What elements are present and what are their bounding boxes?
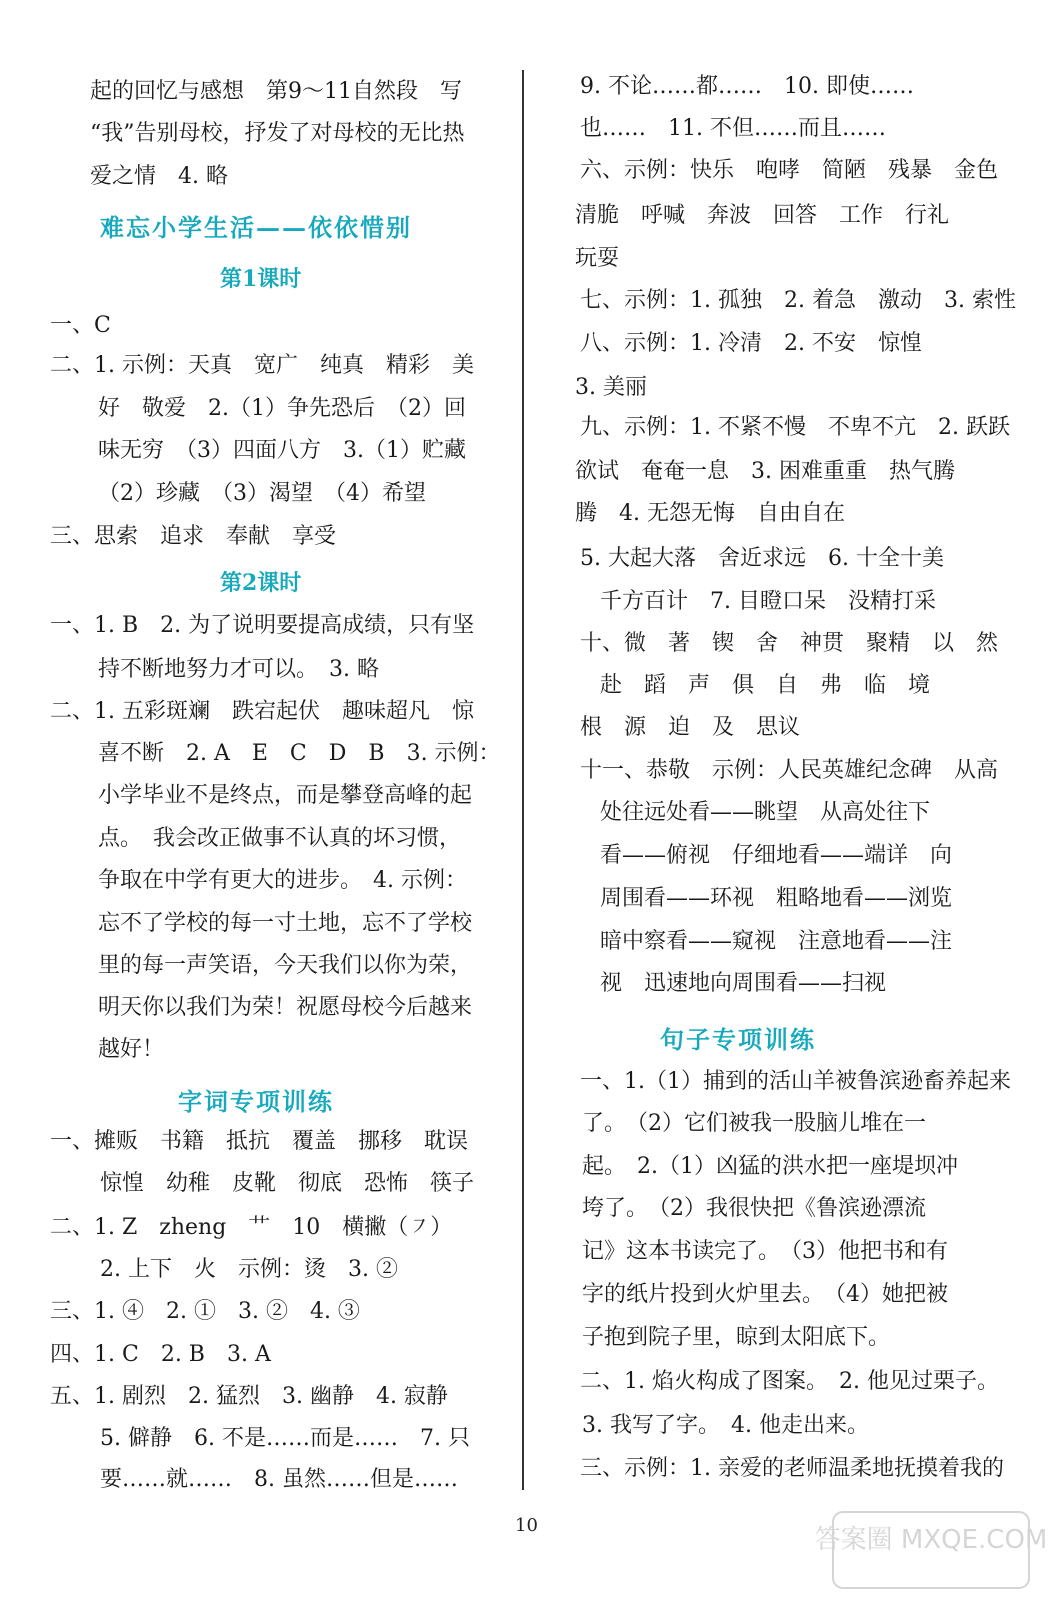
answer-line: 忘不了学校的每一寸土地，忘不了学校 [98, 911, 473, 936]
answer-line: 好 敬爱 2.（1）争先恐后 （2）回 [98, 396, 466, 421]
section-heading: 句子专项训练 [660, 1025, 816, 1054]
answer-line: 5. 僻静 6. 不是……而是…… 7. 只 [100, 1426, 470, 1451]
answer-line: 起的回忆与感想 第9～11自然段 写 [90, 79, 462, 104]
section-heading: 难忘小学生活——依依惜别 [100, 213, 412, 242]
answer-line: 要……就…… 8. 虽然……但是…… [100, 1467, 458, 1492]
answer-line: 一、1.（1）捕到的活山羊被鲁滨逊畜养起来 [580, 1069, 1011, 1094]
answer-line: 点。 我会改正做事不认真的坏习惯， [98, 826, 462, 851]
answer-line: 子抱到院子里，晾到太阳底下。 [582, 1325, 891, 1350]
answer-line: 味无穷 （3）四面八方 3.（1）贮藏 [98, 438, 466, 463]
lesson-heading: 第1课时 [220, 266, 302, 292]
answer-line: 持不断地努力才可以。 3. 略 [98, 657, 379, 682]
answer-line: 三、思索 追求 奉献 享受 [50, 524, 337, 549]
answer-line: 六、示例：快乐 咆哮 简陋 残暴 金色 [580, 158, 999, 183]
answer-line: 八、示例：1. 冷清 2. 不安 惊惶 [580, 331, 922, 356]
answer-line: 明天你以我们为荣！祝愿母校今后越来 [98, 995, 473, 1020]
answer-line: 三、示例：1. 亲爱的老师温柔地抚摸着我的 [580, 1456, 1004, 1481]
answer-line: （2）珍藏 （3）渴望 （4）希望 [98, 481, 426, 506]
answer-line: 3. 我写了字。 4. 他走出来。 [582, 1413, 869, 1438]
answer-line: 记》这本书读完了。 （3）他把书和有 [582, 1239, 948, 1264]
answer-line: 垮了。 （2）我很快把《鲁滨逊漂流 [582, 1196, 926, 1221]
answer-line: 千方百计 7. 目瞪口呆 没精打采 [600, 589, 936, 614]
answer-line: 五、1. 剧烈 2. 猛烈 3. 幽静 4. 寂静 [50, 1384, 448, 1409]
answer-line: 九、示例：1. 不紧不慢 不卑不亢 2. 跃跃 [580, 415, 1010, 440]
column-divider [522, 70, 524, 1490]
answer-line: 欲试 奄奄一息 3. 困难重重 热气腾 [575, 459, 955, 484]
answer-line: 起。 2.（1）凶猛的洪水把一座堤坝冲 [582, 1154, 958, 1179]
answer-line: 清脆 呼喊 奔波 回答 工作 行礼 [575, 203, 950, 228]
answer-line: 二、1. 五彩斑斓 跌宕起伏 趣味超凡 惊 [50, 699, 474, 724]
lesson-heading: 第2课时 [220, 570, 302, 596]
answer-line: 二、1. 焰火构成了图案。 2. 他见过栗子。 [580, 1369, 999, 1394]
answer-line: 一、摊贩 书籍 抵抗 覆盖 挪移 耽误 [50, 1129, 469, 1154]
answer-line: 一、1. B 2. 为了说明要提高成绩，只有坚 [50, 613, 475, 638]
answer-line: 看——俯视 仔细地看——端详 向 [600, 843, 953, 868]
answer-line: 里的每一声笑语，今天我们以你为荣， [98, 953, 473, 978]
answer-line: 字的纸片投到火炉里去。 （4）她把被 [582, 1282, 948, 1307]
answer-line: 四、1. C 2. B 3. A [50, 1342, 271, 1367]
answer-line: 十、微 著 锲 舍 神贯 聚精 以 然 [580, 631, 999, 656]
answer-line: “我”告别母校，抒发了对母校的无比热 [90, 121, 465, 146]
answer-line: 越好！ [98, 1037, 165, 1062]
answer-line: 暗中察看——窥视 注意地看——注 [600, 929, 953, 954]
answer-line: 十一、恭敬 示例：人民英雄纪念碑 从高 [580, 758, 999, 783]
answer-line: 爱之情 4. 略 [90, 164, 228, 189]
answer-line: 3. 美丽 [575, 375, 647, 400]
watermark-text: 答案圈 MXQE.COM [814, 1525, 1048, 1555]
answer-line: 了。 （2）它们被我一股脑儿堆在一 [582, 1111, 926, 1136]
answer-line: 根 源 迫 及 思议 [580, 715, 801, 740]
answer-line: 腾 4. 无怨无悔 自由自在 [575, 501, 845, 526]
section-heading: 字词专项训练 [178, 1087, 334, 1116]
answer-line: 玩耍 [575, 246, 620, 271]
answer-line: 赴 蹈 声 俱 自 弗 临 境 [600, 673, 931, 698]
answer-line: 2. 上下 火 示例：烫 3. ② [100, 1257, 398, 1282]
page-number: 10 [515, 1515, 538, 1536]
answer-line: 小学毕业不是终点，而是攀登高峰的起 [98, 783, 473, 808]
answer-line: 争取在中学有更大的进步。 4. 示例： [98, 868, 467, 893]
watermark-logo [814, 1510, 1048, 1590]
answer-line: 9. 不论……都…… 10. 即使…… [580, 74, 914, 99]
answer-line: 七、示例：1. 孤独 2. 着急 激动 3. 索性 [580, 288, 1016, 313]
answer-line: 二、1. Z zheng 艹 10 横撇（㇇） [50, 1215, 453, 1240]
answer-line: 喜不断 2. A E C D B 3. 示例： [98, 741, 501, 766]
answer-line: 5. 大起大落 舍近求远 6. 十全十美 [580, 546, 944, 571]
answer-line: 也…… 11. 不但……而且…… [580, 116, 886, 141]
answer-line: 周围看——环视 粗略地看——浏览 [600, 886, 953, 911]
answer-line: 二、1. 示例：天真 宽广 纯真 精彩 美 [50, 353, 474, 378]
answer-line: 三、1. ④ 2. ① 3. ② 4. ③ [50, 1299, 360, 1324]
answer-line: 视 迅速地向周围看——扫视 [600, 971, 887, 996]
answer-line: 处往远处看——眺望 从高处往下 [600, 800, 931, 825]
answer-line: 惊惶 幼稚 皮靴 彻底 恐怖 筷子 [100, 1171, 475, 1196]
answer-line: 一、C [50, 313, 111, 338]
